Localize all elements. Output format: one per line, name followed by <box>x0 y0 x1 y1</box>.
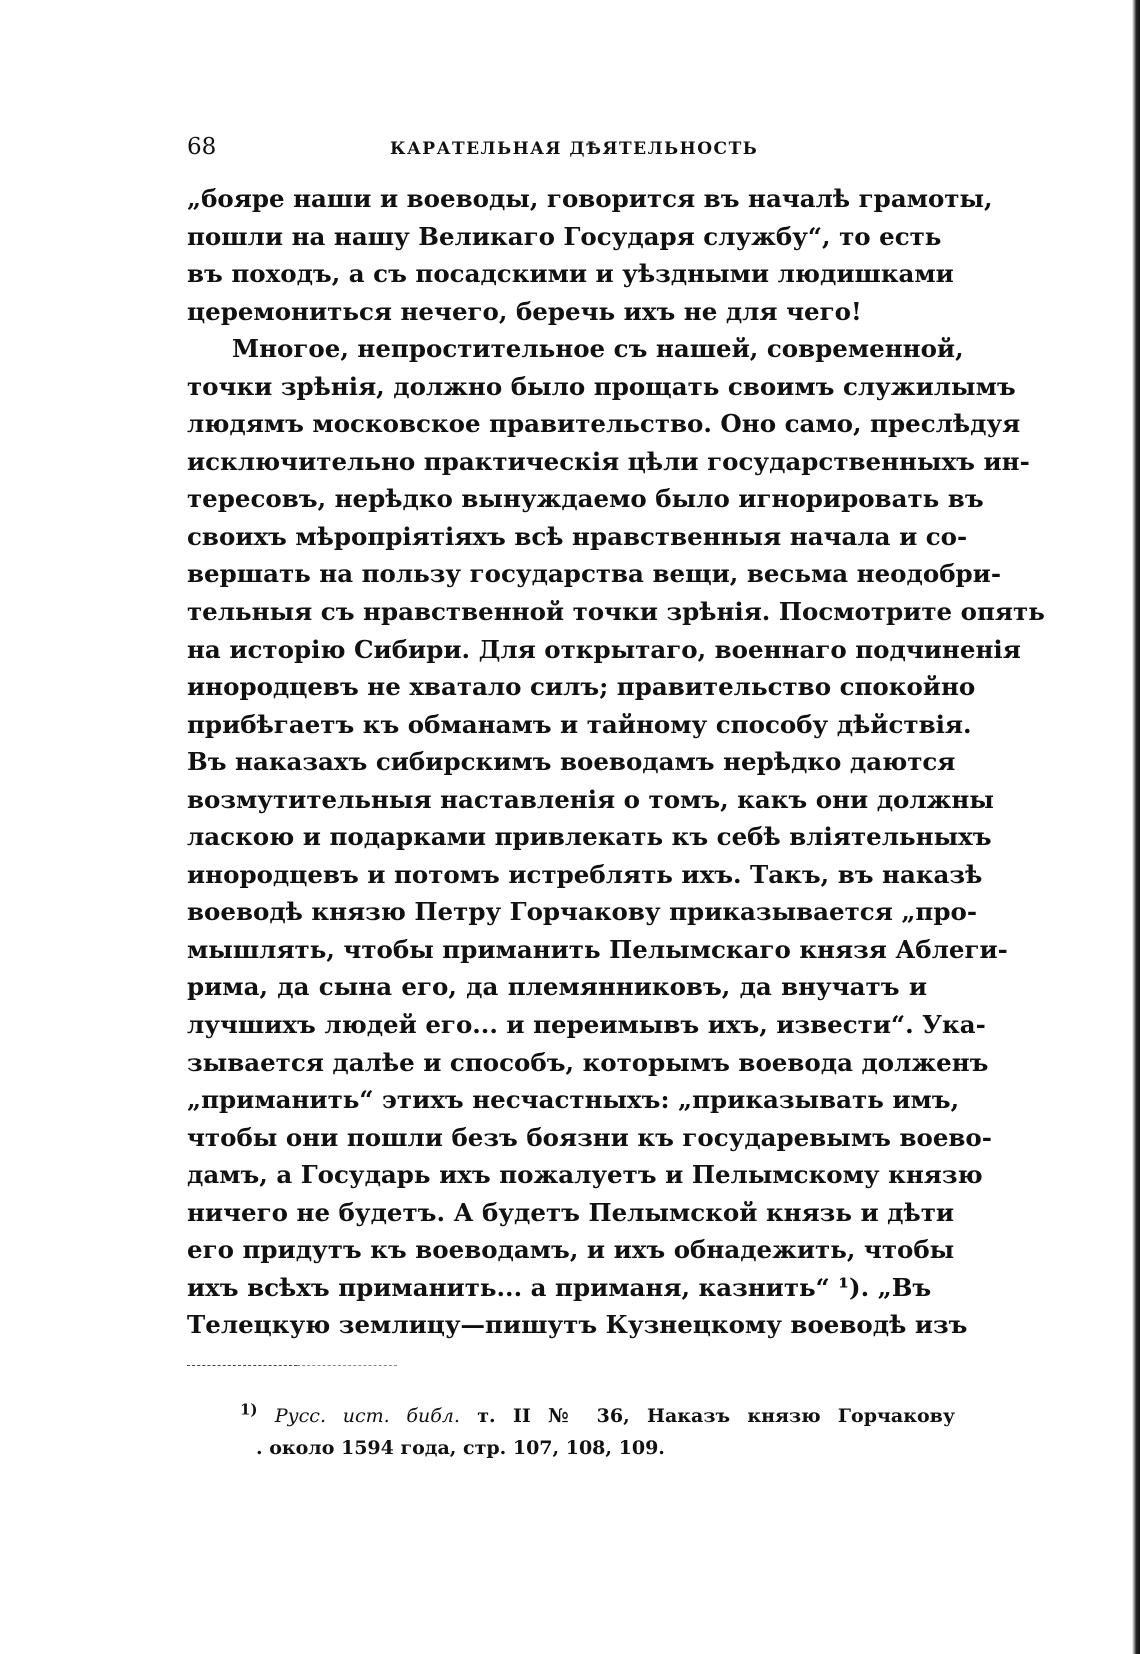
text-line: рима, да сына его, да племянниковъ, да внучатъ и <box>187 972 927 1002</box>
text-line: воеводѣ князю Петру Горчакову приказывается „про- <box>187 897 978 927</box>
text-line: пошли на нашу Великаго Государя службу“, то есть <box>187 221 942 251</box>
text-line: дамъ, а Государь ихъ пожалуетъ и Пелымскому князю <box>187 1160 983 1190</box>
text-line: его придутъ къ воеводамъ, и ихъ обнадежить, чтобы <box>187 1235 955 1265</box>
page-number: 68 <box>187 134 217 160</box>
text-line: Телецкую землицу—пишутъ Кузнецкому воеводѣ изъ <box>187 1310 968 1340</box>
text-line: точки зрѣнія, должно было прощать своимъ служилымъ <box>187 371 1016 401</box>
text-line: церемониться нечего, беречь ихъ не для чего! <box>187 296 862 326</box>
text-line: „бояре наши и воеводы, говорится въ началѣ грамоты, <box>187 184 993 213</box>
text-line: „приманить“ этихъ несчастныхъ: „приказывать имъ, <box>187 1085 960 1115</box>
text-line: тересовъ, нерѣдко вынуждаемо было игнорировать въ <box>187 484 984 514</box>
text-line: Многое, непростительное съ нашей, современной, <box>232 334 964 364</box>
text-line: лучшихъ людей его... и переимывъ ихъ, извести“. Ука- <box>187 1010 986 1040</box>
text-line: вершать на пользу государства вещи, весьма неодобри- <box>187 559 1002 589</box>
footnote-separator-tail <box>297 1365 397 1366</box>
text-line: тельныя съ нравственной точки зрѣнія. Посмотрите опять <box>187 597 1045 627</box>
scan-page-edge <box>1132 0 1140 1654</box>
text-line: инородцевъ не хватало силъ; правительство спокойно <box>187 672 976 702</box>
footnote-source: Русс. ист. библ. <box>274 1405 460 1427</box>
footnote-reference: т. II № 36, Наказъ князю Горчакову <box>477 1405 955 1427</box>
running-title: КАРАТЕЛЬНАЯ ДѢЯТЕЛЬНОСТЬ <box>390 139 759 159</box>
text-line: прибѣгаетъ къ обманамъ и тайному способу дѣйствія. <box>187 709 972 739</box>
footnote-line-2: . около 1594 года, стр. 107, 108, 109. <box>256 1437 665 1459</box>
text-line: ласкою и подарками привлекать къ себѣ вліятельныхъ <box>187 822 992 852</box>
text-line: мышлять, чтобы приманить Пелымскаго князя Аблеги- <box>187 934 1008 964</box>
body-text <box>187 180 1045 1344</box>
text-line: возмутительныя наставленія о томъ, какъ они должны <box>187 784 994 814</box>
text-line: своихъ мѣропріятіяхъ всѣ нравственныя начала и со- <box>187 521 968 551</box>
text-line: чтобы они пошли безъ боязни къ государевымъ воево- <box>187 1122 992 1152</box>
text-line: ничего не будетъ. А будетъ Пелымской князь и дѣти <box>187 1197 955 1227</box>
text-line: зывается далѣе и способъ, которымъ воевода долженъ <box>187 1047 989 1077</box>
footnote-line-1 <box>240 1400 955 1432</box>
text-line: ихъ всѣхъ приманить... а приманя, казнить“ ¹). „Въ <box>187 1272 932 1302</box>
text-line: въ походъ, а съ посадскими и уѣздными людишками <box>187 259 954 289</box>
footnote-marker: 1) <box>240 1400 258 1419</box>
text-line: инородцевъ и потомъ истреблять ихъ. Такъ, въ наказѣ <box>187 859 983 889</box>
text-line: Въ наказахъ сибирскимъ воеводамъ нерѣдко даются <box>187 747 956 777</box>
footnote <box>240 1400 955 1464</box>
text-line: исключительно практическія цѣли государственныхъ ин- <box>187 446 1030 476</box>
footnote-separator <box>187 1365 297 1366</box>
text-line: людямъ московское правительство. Оно само, преслѣдуя <box>187 409 1021 439</box>
text-line: на исторію Сибири. Для открытаго, военнаго подчиненія <box>187 634 1021 664</box>
